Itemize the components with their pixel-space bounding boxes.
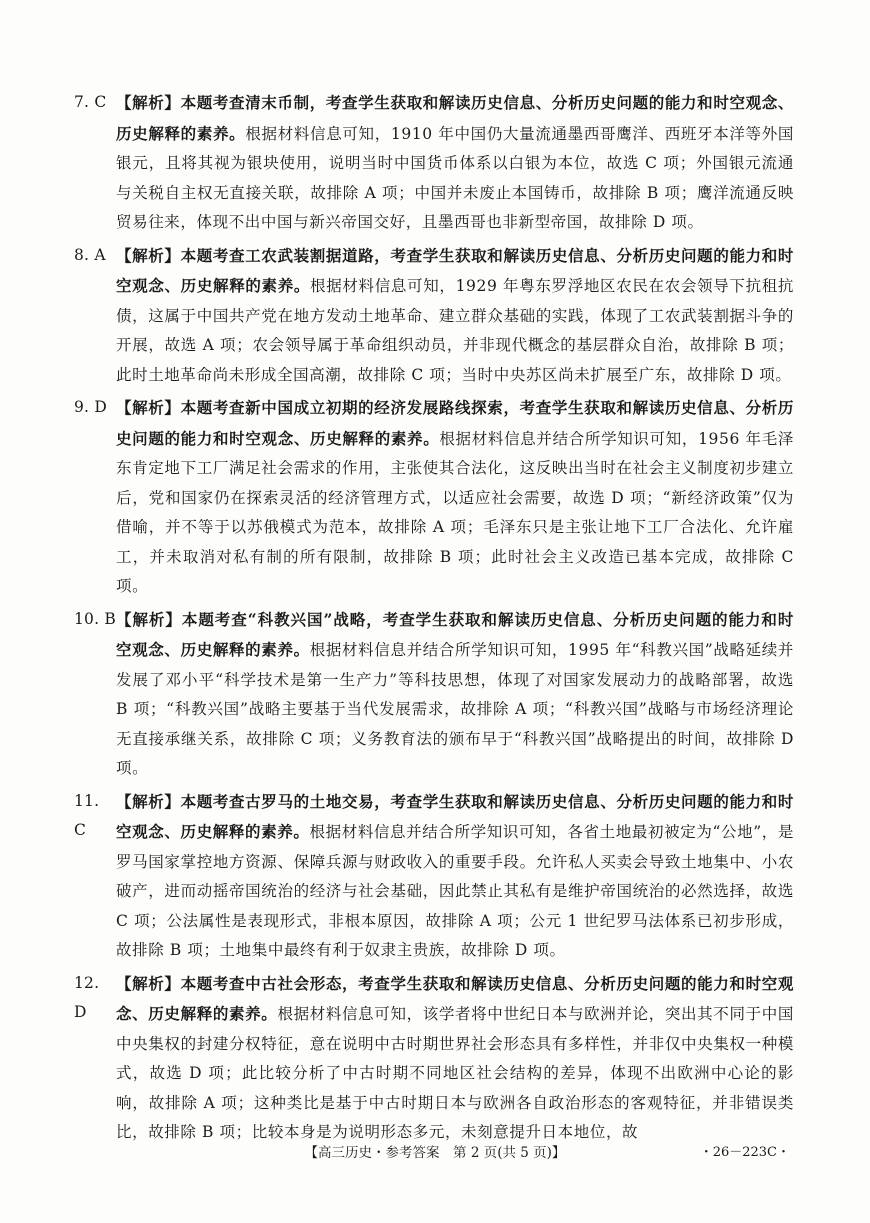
answer-body: 根据材料信息可知，1910 年中国仍大量流通墨西哥鹰洋、西班牙本洋等外国银元，且将其视为银块使用，说明当时中国货币体系以白银为本位，故选 C 项；外国银元流通与关税自主权无直接关联，故排除 A 项；中国并未废止本国铸币，故排除 B 项；鹰洋流通反映贸易往来，体现不出中国与新兴帝国交好，且墨西哥也非新型帝国，故排除 D 项。 <box>116 124 794 231</box>
footer-title: 【高三历史・参考答案 第 2 页(共 5 页)】 <box>304 1145 566 1161</box>
answer-item-12 <box>74 969 794 1148</box>
answer-body: 根据材料信息可知，1929 年粤东罗浮地区农民在农会领导下抗租抗债，这属于中国共产党在地方发动土地革命、建立群众基础的实践，体现了工农武装割据斗争的开展，故选 A 项；农会领导属于革命组织动员，并非现代概念的基层群众自治，故排除 B 项；此时土地革命尚未形成全国高潮，故排除 C 项；当时中央苏区尚未扩展至广东，故排除 D 项。 <box>116 277 795 384</box>
answer-number: 12. D <box>74 973 100 1021</box>
answer-lead: 【解析】本题考查古罗马的土地交易，考查学生获取和解读历史信息、分析历史问题的能力和时空观念、历史解释的素养。 <box>116 791 794 841</box>
answer-number: 11. C <box>74 791 100 839</box>
answer-text <box>116 241 794 391</box>
answer-text <box>116 88 794 238</box>
answer-lead: 【解析】本题考查新中国成立初期的经济发展路线探索，考查学生获取和解读历史信息、分析历史问题的能力和时空观念、历史解释的素养。 <box>116 398 794 448</box>
answer-item-9 <box>74 393 794 602</box>
answer-item-7 <box>74 88 794 238</box>
answer-lead: 【解析】本题考查中古社会形态，考查学生获取和解读历史信息、分析历史问题的能力和时空观念、历史解释的素养。 <box>116 973 794 1023</box>
answer-body: 根据材料信息并结合所学知识可知，1995 年“科教兴国”战略延续并发展了邓小平“科学技术是第一生产力”等科技思想，体现了对国家发展动力的战略部署，故选 B 项；“科教兴国”战略主要基于当代发展需求，故排除 A 项；“科教兴国”战略与市场经济理论无直接承继关系，故排除 C 项；义务教育法的颁布早于“科教兴国”战略提出的时间，故排除 D 项。 <box>116 641 794 777</box>
answer-item-10 <box>74 605 794 784</box>
answer-number: 10. B <box>74 609 116 628</box>
answer-number: 9. D <box>74 398 107 416</box>
answer-body: 根据材料信息可知，该学者将中世纪日本与欧洲并论，突出其不同于中国中央集权的封建分权特征，意在说明中古时期世界社会形态具有多样性，并非仅中央集权一种模式，故选 D 项；此比较分析了中古时期不同地区社会结构的差异，体现不出欧洲中心论的影响，故排除 A 项；这种类比是基于中古时期日本与欧洲各自政治形态的客观特征，并非错误类比，故排除 B 项；比较本身是为说明形态多元，未刻意提升日本地位，故 <box>116 1005 794 1141</box>
answer-text <box>116 393 794 602</box>
answer-number: 8. A <box>74 245 106 264</box>
answer-number: 7. C <box>74 93 107 111</box>
answer-item-8 <box>74 241 794 391</box>
answer-body: 根据材料信息并结合所学知识可知，各省土地最初被定为“公地”，是罗马国家掌控地方资源、保障兵源与财政收入的重要手段。允许私人买卖会导致土地集中、小农破产，进而动摇帝国统治的经济与社会基础，因此禁止其私有是维护帝国统治的必然选择，故选 C 项；公法属性是表现形式，非根本原因，故排除 A 项；公元 1 世纪罗马法体系已初步形成，故排除 B 项；土地集中最终有利于奴隶主贵族，故排除 D 项。 <box>116 823 795 959</box>
answer-list <box>74 88 794 1151</box>
answer-text <box>116 605 794 784</box>
answer-text <box>116 969 794 1148</box>
footer-code: ・26－223C・ <box>699 1145 790 1160</box>
answer-lead: 【解析】本题考查清末币制，考查学生获取和解读历史信息、分析历史问题的能力和时空观念、历史解释的素养。 <box>116 93 794 143</box>
answer-text <box>116 787 794 966</box>
answer-item-11 <box>74 787 794 966</box>
answer-lead: 【解析】本题考查工农武装割据道路，考查学生获取和解读历史信息、分析历史问题的能力和时空观念、历史解释的素养。 <box>116 245 794 295</box>
answer-body: 根据材料信息并结合所学知识可知，1956 年毛泽东肯定地下工厂满足社会需求的作用，主张使其合法化，这反映出当时在社会主义制度初步建立后，党和国家仍在探索灵活的经济管理方式，以适应社会需要，故选 D 项；“新经济政策”仅为借喻，并不等于以苏俄模式为范本，故排除 A 项；毛泽东只是主张让地下工厂合法化、允许雇工，并未取消对私有制的所有限制，故排除 B 项；此时社会主义改造已基本完成，故排除 C 项。 <box>116 429 794 595</box>
page-footer <box>0 1141 870 1167</box>
answer-lead: 【解析】本题考查“科教兴国”战略，考查学生获取和解读历史信息、分析历史问题的能力和时空观念、历史解释的素养。 <box>116 609 794 659</box>
